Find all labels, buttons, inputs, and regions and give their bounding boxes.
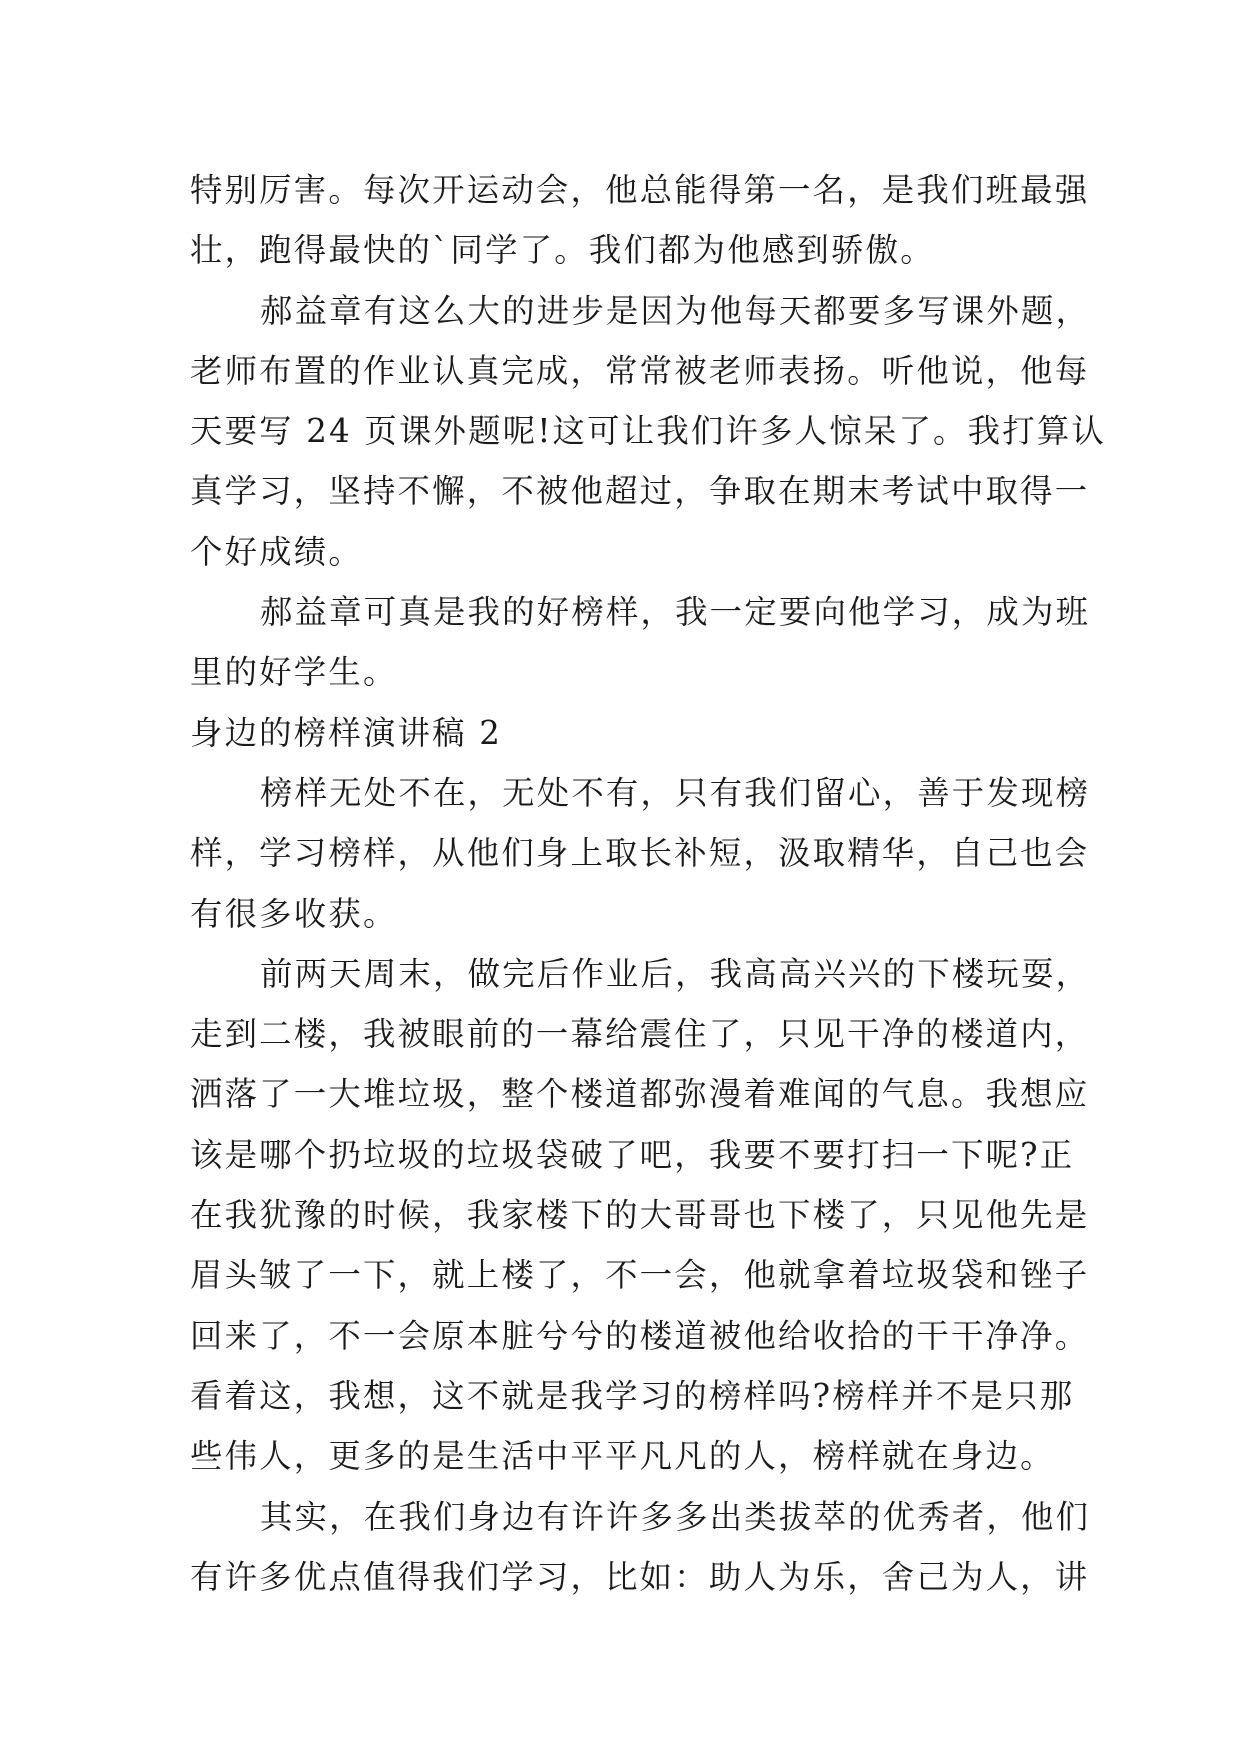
text-line: 郝益章有这么大的进步是因为他每天都要多写课外题， [260,291,1091,330]
text-line: 壮，跑得最快的`同学了。我们都为他感到骄傲。 [190,231,935,270]
text-line: 有许多优点值得我们学习，比如：助人为乐，舍己为人，讲 [190,1557,1090,1596]
text-line: 前两天周末，做完后作业后，我高高兴兴的下楼玩耍， [260,954,1091,993]
text-line: 些伟人，更多的是生活中平平凡凡的人，榜样就在身边。 [190,1437,1055,1476]
text-line: 个好成绩。 [190,532,363,571]
text-line: 在我犹豫的时候，我家楼下的大哥哥也下楼了，只见他先是 [190,1196,1090,1235]
text-line: 天要写 24 页课外题呢!这可让我们许多人惊呆了。我打算认 [190,412,1106,451]
text-line: 真学习，坚持不懈，不被他超过，争取在期末考试中取得一 [190,472,1090,511]
text-line: 有很多收获。 [190,894,398,933]
text-line: 走到二楼，我被眼前的一幕给震住了，只见干净的楼道内， [190,1015,1090,1054]
text-line: 样，学习榜样，从他们身上取长补短，汲取精华，自己也会 [190,834,1090,873]
text-line: 郝益章可真是我的好榜样，我一定要向他学习，成为班 [260,593,1091,632]
text-line: 眉头皱了一下，就上楼了，不一会，他就拿着垃圾袋和锉子 [190,1256,1090,1295]
text-line: 老师布置的作业认真完成，常常被老师表扬。听他说，他每 [190,351,1090,390]
section-heading: 身边的榜样演讲稿 2 [190,713,503,752]
text-line: 看着这，我想，这不就是我学习的榜样吗?榜样并不是只那 [190,1376,1075,1415]
text-line: 里的好学生。 [190,653,398,692]
text-line: 其实，在我们身边有许许多多出类拔萃的优秀者，他们 [260,1497,1091,1536]
text-line: 洒落了一大堆垃圾，整个楼道都弥漫着难闻的气息。我想应 [190,1075,1090,1114]
text-line: 回来了，不一会原本脏兮兮的楼道被他给收拾的干干净净。 [190,1316,1090,1355]
text-line: 榜样无处不在，无处不有，只有我们留心，善于发现榜 [260,773,1091,812]
text-line: 该是哪个扔垃圾的垃圾袋破了吧，我要不要打扫一下呢?正 [190,1135,1075,1174]
text-line: 特别厉害。每次开运动会，他总能得第一名，是我们班最强 [190,171,1090,209]
document-body [190,160,1106,1607]
